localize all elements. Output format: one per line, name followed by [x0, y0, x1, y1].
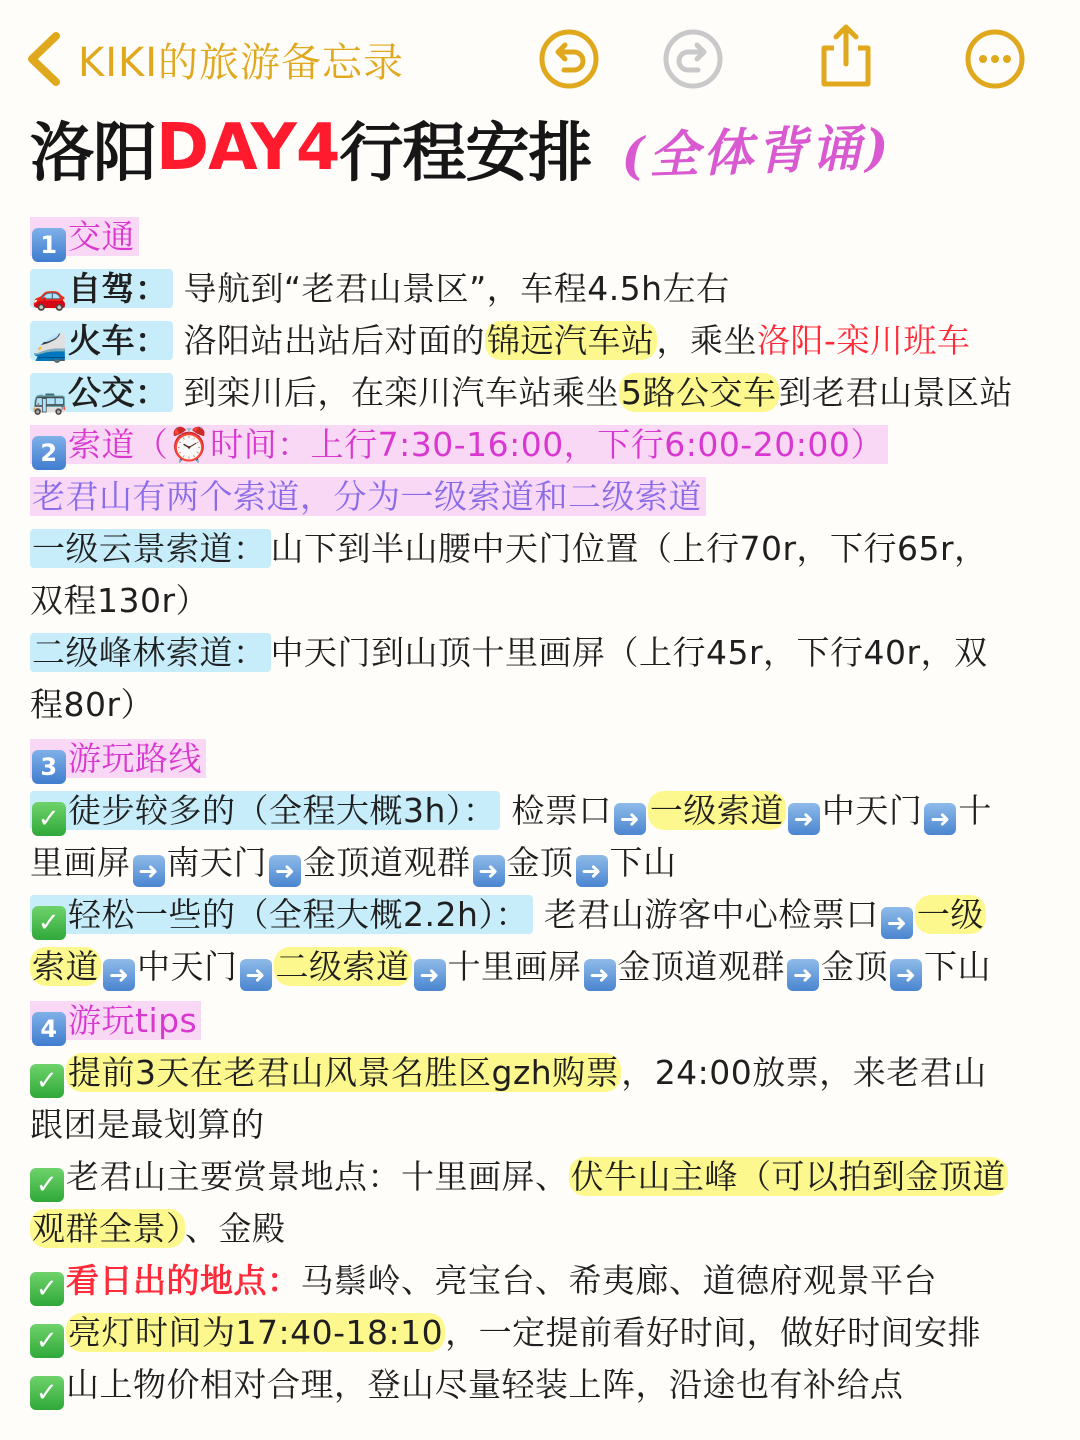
train-highlight: 锦远汽车站 — [487, 321, 655, 360]
arrow-right-icon: ➜ — [584, 959, 616, 991]
train-label-text: 火车： — [68, 321, 169, 360]
tip-3-red-label: 看日出的地点： — [66, 1261, 301, 1300]
bus-line — [30, 368, 1013, 418]
back-label: KIKI的旅游备忘录 — [78, 39, 405, 86]
drive-text: 导航到“老君山景区”，车程4.5h左右 — [183, 269, 730, 308]
section-2-title: 索道（ — [68, 425, 169, 464]
alarm-clock-icon: ⏰ — [168, 425, 211, 464]
tip-4-text: ，一定提前看好时间，做好时间安排 — [445, 1313, 982, 1352]
arrow-right-icon: ➜ — [881, 907, 913, 939]
drive-line — [30, 264, 730, 314]
arrow-right-icon: ➜ — [787, 959, 819, 991]
section-3-heading — [30, 734, 206, 784]
tip-1-text-cont: 跟团是最划算的 — [30, 1105, 265, 1144]
cable-note-line — [30, 472, 706, 522]
bus-icon: 🚌 — [32, 383, 68, 416]
tip-1-highlight: 提前3天在老君山风景名胜区gzh购票 — [68, 1053, 620, 1092]
number-3-icon: 3 — [32, 750, 66, 784]
back-button[interactable] — [22, 30, 404, 88]
tip-3-line — [30, 1256, 937, 1306]
cable-note: 老君山有两个索道，分为一级索道和二级索道 — [30, 477, 706, 516]
route-2-line-cont — [30, 942, 991, 992]
route-2-line — [30, 890, 986, 940]
tip-2-text-cont: 、金殿 — [185, 1209, 286, 1248]
route-1-stop: 下山 — [609, 843, 677, 882]
route-2-stop-hl: 一级 — [916, 895, 984, 934]
section-4-title: 游玩tips — [68, 1001, 198, 1040]
route-1-line — [30, 786, 992, 836]
route-2-stop-hl: 二级索道 — [275, 947, 410, 986]
cable-1-text: 山下到半山腰中天门位置（上行70r，下行65r， — [270, 529, 988, 568]
arrow-right-icon: ➜ — [240, 959, 272, 991]
route-2-stop: 中天门 — [137, 947, 238, 986]
bus-label — [30, 373, 173, 416]
section-1-heading — [30, 212, 139, 262]
tip-1-line — [30, 1048, 987, 1098]
route-1-stop: 中天门 — [821, 791, 923, 830]
tip-2-highlight-cont: 观群全景） — [32, 1209, 183, 1248]
drive-label-text: 自驾： — [68, 269, 169, 308]
route-1-stop: 金顶 — [506, 843, 574, 882]
car-icon: 🚗 — [32, 279, 68, 312]
tip-3-text: 马鬃岭、亮宝台、希夷廊、道德府观景平台 — [300, 1261, 937, 1300]
route-2-stop: 老君山游客中心检票口 — [543, 895, 879, 934]
arrow-right-icon: ➜ — [473, 855, 505, 887]
route-2-stop: 下山 — [924, 947, 991, 986]
arrow-right-icon: ➜ — [576, 855, 608, 887]
title-rest: 行程安排 — [339, 117, 592, 191]
tip-1-line-cont — [30, 1100, 265, 1150]
train-line — [30, 316, 970, 366]
check-icon: ✓ — [32, 802, 66, 836]
tip-2-line-cont — [30, 1204, 286, 1254]
bus-label-text: 公交： — [68, 373, 169, 412]
arrow-right-icon: ➜ — [890, 959, 922, 991]
section-2-label — [30, 425, 888, 467]
section-3-title: 游玩路线 — [68, 739, 202, 778]
check-icon: ✓ — [30, 1168, 64, 1202]
route-2-stop-hl: 索道 — [32, 947, 99, 986]
arrow-right-icon: ➜ — [924, 803, 956, 835]
section-1-title: 交通 — [68, 217, 135, 256]
section-1-label — [30, 217, 139, 259]
cable-2-text: 中天门到山顶十里画屏（上行45r，下行40r，双 — [270, 633, 988, 672]
route-1-stop: 检票口 — [511, 791, 612, 830]
title-city: 洛阳 — [30, 117, 156, 191]
section-2-time: 时间：上行7:30-16:00，下行6:00-20:00） — [210, 425, 884, 464]
train-icon: 🚄 — [32, 331, 68, 364]
check-icon: ✓ — [30, 1376, 64, 1410]
route-2-stop: 金顶道观群 — [617, 947, 785, 986]
tip-2-line — [30, 1152, 1008, 1202]
cable-2-line — [30, 628, 988, 678]
section-2-heading — [30, 420, 888, 470]
bus-text-2: 到老君山景区站 — [778, 373, 1013, 412]
tip-2-highlight: 伏牛山主峰（可以拍到金顶道 — [570, 1157, 1006, 1196]
route-1-stop: 里画屏 — [30, 843, 131, 882]
train-red-text: 洛阳-栾川班车 — [757, 321, 971, 360]
drive-label — [30, 269, 173, 312]
arrow-right-icon: ➜ — [269, 855, 301, 887]
bus-highlight: 5路公交车 — [621, 373, 777, 412]
check-icon: ✓ — [30, 1064, 64, 1098]
tip-1-text: ，24:00放票，来老君山 — [621, 1053, 987, 1092]
tip-5-text: 山上物价相对合理，登山尽量轻装上阵，沿途也有补给点 — [66, 1365, 904, 1404]
tip-4-line — [30, 1308, 981, 1358]
check-icon: ✓ — [32, 906, 66, 940]
section-4-label — [30, 1001, 201, 1043]
check-icon: ✓ — [30, 1324, 64, 1358]
tip-4-highlight: 亮灯时间为17:40-18:10 — [68, 1313, 444, 1352]
check-icon: ✓ — [30, 1272, 64, 1306]
route-1-line-cont — [30, 838, 677, 888]
route-1-stop: 南天门 — [166, 843, 267, 882]
train-text-1: 洛阳站出站后对面的 — [183, 321, 485, 360]
arrow-right-icon: ➜ — [614, 803, 646, 835]
section-3-label — [30, 739, 206, 781]
number-4-icon: 4 — [32, 1012, 66, 1046]
cable-2-label: 二级峰林索道： — [30, 633, 271, 672]
cable-1-line-cont — [30, 576, 209, 626]
section-4-heading — [30, 996, 201, 1046]
cable-1-label: 一级云景索道： — [30, 529, 271, 568]
bus-text-1: 到栾川后，在栾川汽车站乘坐 — [183, 373, 619, 412]
route-1-label — [30, 791, 500, 834]
route-2-stop: 十里画屏 — [447, 947, 582, 986]
train-text-2: ，乘坐 — [656, 321, 757, 360]
number-1-icon: 1 — [32, 228, 66, 262]
route-1-stop-hl: 一级索道 — [649, 791, 784, 830]
cable-1-text-cont: 双程130r） — [30, 581, 210, 620]
route-1-stop: 十 — [958, 791, 992, 830]
share-icon[interactable] — [816, 22, 876, 90]
more-icon[interactable] — [964, 28, 1026, 90]
undo-icon[interactable] — [538, 28, 600, 90]
page-title — [30, 108, 894, 191]
redo-icon[interactable] — [662, 28, 724, 90]
arrow-right-icon: ➜ — [103, 959, 135, 991]
cable-1-line — [30, 524, 988, 574]
route-2-stop: 金顶 — [821, 947, 888, 986]
title-handwriting: (全体背诵) — [620, 117, 894, 186]
tip-2-text: 老君山主要赏景地点：十里画屏、 — [66, 1157, 569, 1196]
arrow-right-icon: ➜ — [414, 959, 446, 991]
route-1-label-text: 徒步较多的（全程大概3h）： — [68, 791, 497, 830]
top-toolbar — [0, 0, 1080, 110]
route-2-label — [30, 895, 533, 938]
cable-2-text-cont: 程80r） — [30, 685, 155, 724]
chevron-left-icon — [22, 30, 68, 88]
arrow-right-icon: ➜ — [133, 855, 165, 887]
route-1-stop: 金顶道观群 — [303, 843, 471, 882]
tip-5-line — [30, 1360, 904, 1410]
number-2-icon: 2 — [32, 436, 66, 470]
cable-2-line-cont — [30, 680, 154, 730]
arrow-right-icon: ➜ — [788, 803, 820, 835]
train-label — [30, 321, 173, 364]
title-day: DAY4 — [156, 111, 340, 185]
route-2-label-text: 轻松一些的（全程大概2.2h）： — [68, 895, 529, 934]
